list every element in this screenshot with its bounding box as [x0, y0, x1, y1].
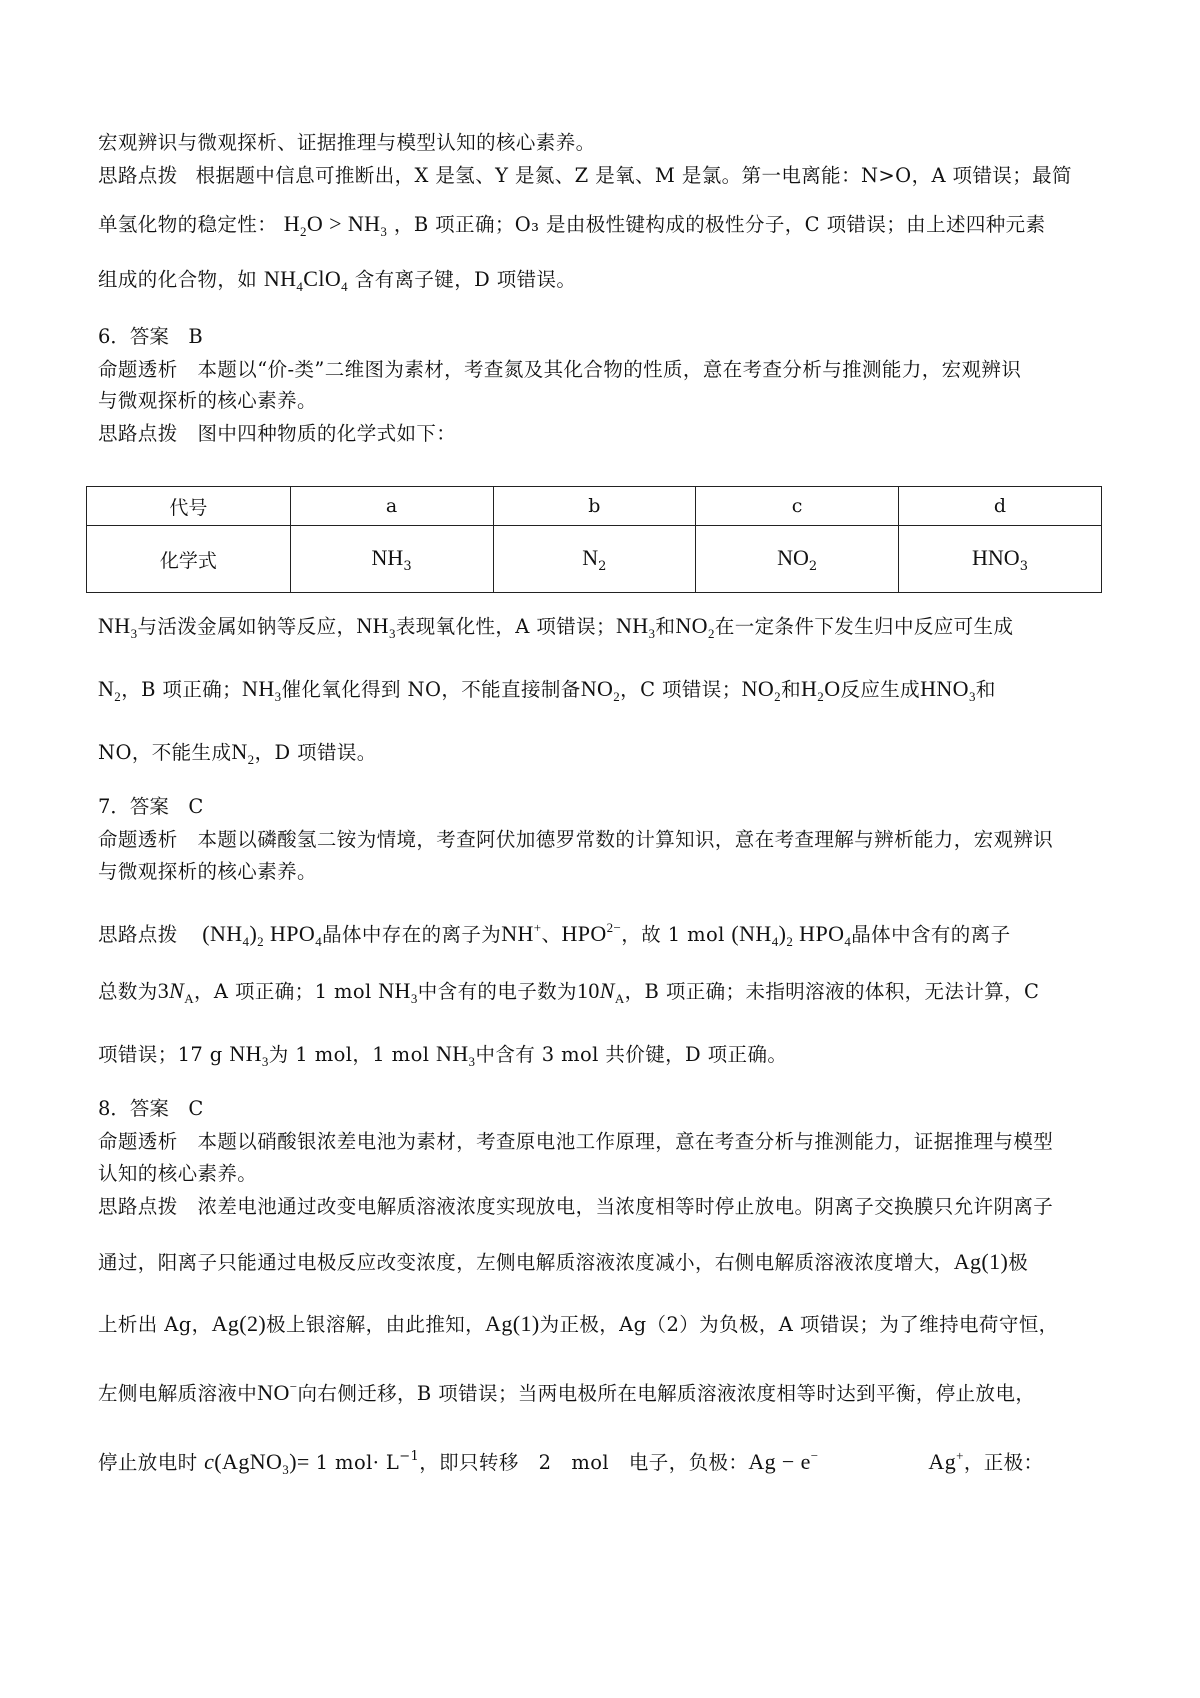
label-silu: 思路点拨 [98, 164, 178, 187]
paragraph-line: 认知的核心素养。 [98, 1162, 258, 1185]
paragraph-line: NO，不能生成$N_2$，D 项错误。 [98, 739, 377, 767]
paragraph-line: $NH_3$与活泼金属如钠等反应，$NH_3$表现氧化性，A 项错误；$NH_3$和$NO_2$在一定条件下发生归中反应可生成 [98, 613, 1014, 641]
paragraph-line: 思路点拨 图中四种物质的化学式如下： [98, 422, 457, 445]
table-cell: $N_2$ [493, 526, 696, 593]
table-row-label: 化学式 [87, 526, 291, 593]
paragraph-line: 项错误；17 g $NH_3$为 1 mol，1 mol $NH_3$中含有 3 mol 共价键，D 项正确。 [98, 1041, 788, 1069]
text: ，B 项正确；O₃ 是由极性键构成的极性分子，C 项错误；由上述四种元素 [393, 213, 1046, 236]
formula-table [86, 486, 1102, 593]
table-cell: $NH_3$ [290, 526, 493, 593]
paragraph-line: 停止放电时 c(AgNO$_3$)= 1 $mol\cdot L^{-1}$，即只转移 2 mol 电子，负极：Ag − e− Ag+，正极： [98, 1448, 1044, 1477]
table-cell: $HNO_3$ [899, 526, 1102, 593]
paragraph-line [98, 210, 1108, 246]
paragraph-line [98, 129, 1108, 157]
paragraph-line: 与微观探析的核心素养。 [98, 389, 317, 412]
paragraph-line: 命题透析 本题以磷酸氢二铵为情境，考查阿伏加德罗常数的计算知识，意在考查理解与辨析能力，宏观辨识 [98, 828, 1054, 851]
table-header-cell: d [899, 487, 1102, 526]
paragraph-line: 上析出 Ag，Ag(2)极上银溶解，由此推知，Ag(1)为正极，Ag（2）为负极，A 项错误；为了维持电荷守恒， [98, 1311, 1059, 1336]
paragraph-line: 命题透析 本题以硝酸银浓差电池为素材，考查原电池工作原理，意在考查分析与推测能力，证据推理与模型 [98, 1130, 1054, 1153]
text: 根据题中信息可推断出，X 是氢、Y 是氮、Z 是氧、M 是氯。第一电离能：N>O，A 项错误；最简 [195, 164, 1072, 187]
answer-heading-6: 6．答案 B [98, 325, 203, 348]
paragraph-line: 思路点拨 浓差电池通过改变电解质溶液浓度实现放电，当浓度相等时停止放电。阴离子交换膜只允许阴离子 [98, 1195, 1054, 1218]
formula-nh4clo4: $NH_4ClO_4$ [263, 266, 349, 294]
answer-heading-7: 7．答案 C [98, 795, 204, 818]
table-header-cell: 代号 [87, 487, 291, 526]
formula-h2o-nh3: $H_2O > NH_3$ [283, 211, 388, 239]
paragraph-line: 通过，阳离子只能通过电极反应改变浓度，左侧电解质溶液浓度减小，右侧电解质溶液浓度增大，Ag(1)极 [98, 1249, 1029, 1274]
paragraph-line [98, 265, 1108, 301]
table-header-cell: b [493, 487, 696, 526]
paragraph-line: 命题透析 本题以“价-类”二维图为素材，考查氮及其化合物的性质，意在考查分析与推测能力，宏观辨识 [98, 358, 1022, 381]
paragraph-line: 总数为$3N_A$，A 项正确；1 mol $NH_3$中含有的电子数为$10N_A$，B 项正确；未指明溶液的体积，无法计算，C [98, 978, 1040, 1006]
text: 单氢化物的稳定性： [98, 213, 278, 236]
table-header-cell: a [290, 487, 493, 526]
paragraph-line: 与微观探析的核心素养。 [98, 860, 317, 883]
paragraph-line: $N_2$，B 项正确；$NH_3$催化氧化得到 NO，不能直接制备$NO_2$，C 项错误；$NO_2$和$H_2O$反应生成$HNO_3$和 [98, 676, 996, 704]
text: 组成的化合物，如 [98, 268, 258, 291]
text: 含有离子键，D 项错误。 [354, 268, 577, 291]
paragraph-line: 左侧电解质溶液中NO−向右侧迁移，B 项错误；当两电极所在电解质溶液浓度相等时达到平衡，停止放电， [98, 1379, 1036, 1405]
paragraph-line: 思路点拨 $(NH_4)_2$ $HPO_4$晶体中存在的离子为NH+、$HPO^{2-}$，故 1 mol $(NH_4)_2$ $HPO_4$晶体中含有的离子 [98, 920, 1011, 949]
text: 宏观辨识与微观探析、证据推理与模型认知的核心素养。 [98, 131, 596, 154]
answer-heading-8: 8．答案 C [98, 1097, 204, 1120]
table-cell: $NO_2$ [696, 526, 899, 593]
paragraph-line [98, 162, 1108, 190]
table-header-cell: c [696, 487, 899, 526]
